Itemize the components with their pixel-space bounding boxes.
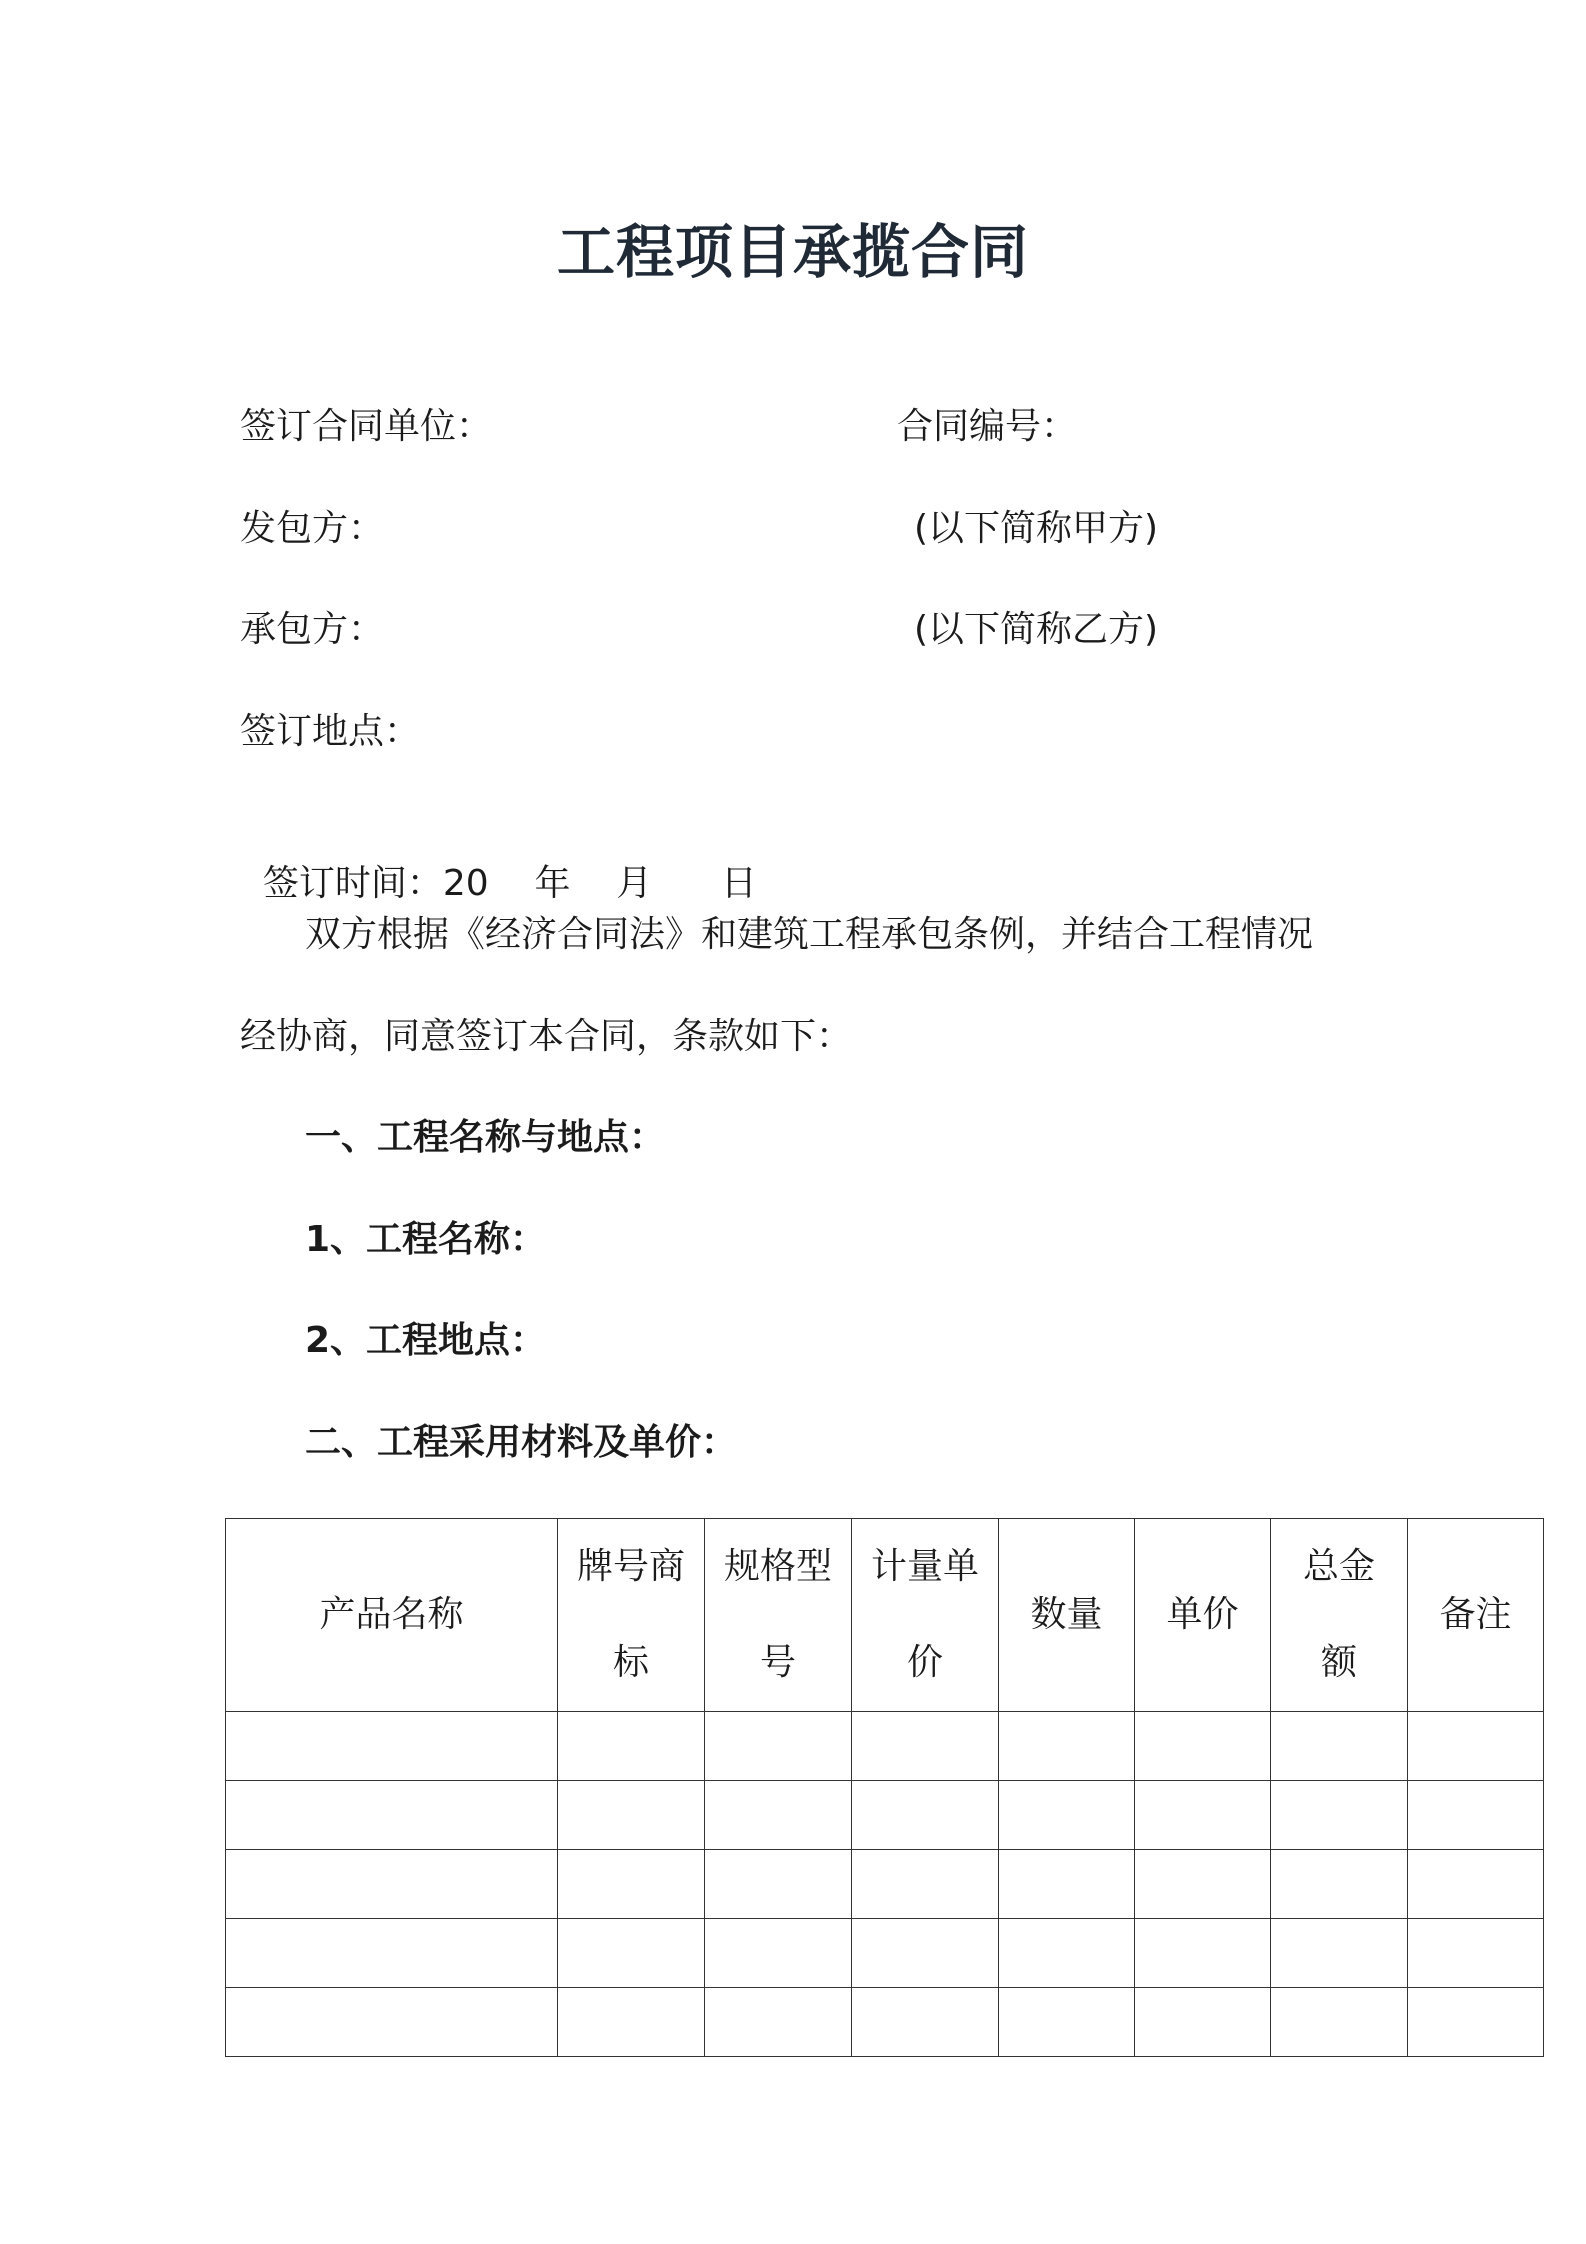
- header-total-amount: [1271, 1519, 1408, 1712]
- table-cell: [1135, 1919, 1271, 1988]
- sign-unit-label: 签订合同单位：: [240, 406, 493, 447]
- table-cell: [226, 1988, 558, 2057]
- table-cell: [705, 1919, 852, 1988]
- header-unit: [852, 1519, 999, 1712]
- party-b-note: (以下简称乙方): [914, 609, 1159, 650]
- contract-title: 工程项目承揽合同: [556, 218, 1029, 286]
- table-cell: [999, 1712, 1135, 1781]
- materials-table-wrapper: [225, 1518, 1543, 2057]
- section-2-heading: 二、工程采用材料及单价：: [305, 1422, 738, 1463]
- preamble-line-1: 双方根据《经济合同法》和建筑工程承包条例，并结合工程情况: [305, 914, 1314, 955]
- table-cell: [558, 1988, 705, 2057]
- sign-place-label: 签订地点：: [240, 711, 421, 752]
- table-cell: [705, 1781, 852, 1850]
- header-text: 标: [612, 1642, 649, 1683]
- sign-time-row: [240, 809, 757, 909]
- table-cell: [558, 1919, 705, 1988]
- header-brand: [558, 1519, 705, 1712]
- table-cell: [226, 1712, 558, 1781]
- table-cell: [1271, 1919, 1408, 1988]
- table-cell: [852, 1850, 999, 1919]
- materials-table: [225, 1518, 1544, 2057]
- table-cell: [852, 1781, 999, 1850]
- table-row: [226, 1919, 1544, 1988]
- table-cell: [705, 1712, 852, 1781]
- table-cell: [1271, 1988, 1408, 2057]
- table-row: [226, 1781, 1544, 1850]
- header-text: 牌号商: [576, 1546, 685, 1587]
- table-cell: [1135, 1988, 1271, 2057]
- table-row: [226, 1712, 1544, 1781]
- table-cell: [1408, 1919, 1544, 1988]
- table-cell: [226, 1919, 558, 1988]
- table-cell: [226, 1781, 558, 1850]
- section-1-item-1: 1、工程名称：: [305, 1219, 547, 1260]
- table-cell: [558, 1712, 705, 1781]
- party-a-label: 发包方：: [240, 508, 385, 549]
- table-cell: [226, 1850, 558, 1919]
- table-cell: [852, 1919, 999, 1988]
- party-b-label: 承包方：: [240, 609, 385, 650]
- sign-time-value: 20 年 月 日: [442, 863, 757, 904]
- table-cell: [705, 1850, 852, 1919]
- section-1-heading: 一、工程名称与地点：: [305, 1117, 666, 1158]
- table-cell: [1408, 1712, 1544, 1781]
- table-cell: [1135, 1781, 1271, 1850]
- header-text: 单价: [1166, 1594, 1239, 1635]
- sign-time-label: 签订时间：: [262, 863, 443, 904]
- table-cell: [558, 1781, 705, 1850]
- table-body: [226, 1712, 1544, 2057]
- table-cell: [558, 1850, 705, 1919]
- header-remarks: [1408, 1519, 1544, 1712]
- table-cell: [1271, 1781, 1408, 1850]
- header-text: 产品名称: [319, 1594, 464, 1635]
- header-product-name: [226, 1519, 558, 1712]
- contract-number-label: 合同编号：: [897, 406, 1078, 447]
- table-cell: [705, 1988, 852, 2057]
- preamble-line-2: 经协商，同意签订本合同，条款如下：: [240, 1016, 853, 1057]
- table-cell: [852, 1988, 999, 2057]
- table-row: [226, 1988, 1544, 2057]
- header-spec: [705, 1519, 852, 1712]
- table-cell: [1408, 1988, 1544, 2057]
- table-cell: [999, 1988, 1135, 2057]
- header-text: 额: [1320, 1642, 1357, 1683]
- table-cell: [852, 1712, 999, 1781]
- table-cell: [1408, 1781, 1544, 1850]
- header-unit-price: [1135, 1519, 1271, 1712]
- table-cell: [1135, 1712, 1271, 1781]
- header-text: 计量单: [870, 1546, 979, 1587]
- header-text: 号: [759, 1642, 796, 1683]
- table-cell: [999, 1850, 1135, 1919]
- table-cell: [1271, 1850, 1408, 1919]
- table-cell: [1408, 1850, 1544, 1919]
- table-row: [226, 1850, 1544, 1919]
- header-quantity: [999, 1519, 1135, 1712]
- header-text: 规格型: [723, 1546, 832, 1587]
- table-cell: [1135, 1850, 1271, 1919]
- table-cell: [999, 1781, 1135, 1850]
- table-cell: [999, 1919, 1135, 1988]
- header-text: 总金: [1302, 1546, 1375, 1587]
- table-header-row: [226, 1519, 1544, 1712]
- table-cell: [1271, 1712, 1408, 1781]
- section-1-item-2: 2、工程地点：: [305, 1320, 547, 1361]
- header-text: 备注: [1439, 1594, 1512, 1635]
- party-a-note: (以下简称甲方): [914, 508, 1159, 549]
- header-text: 价: [906, 1642, 943, 1683]
- header-text: 数量: [1030, 1594, 1103, 1635]
